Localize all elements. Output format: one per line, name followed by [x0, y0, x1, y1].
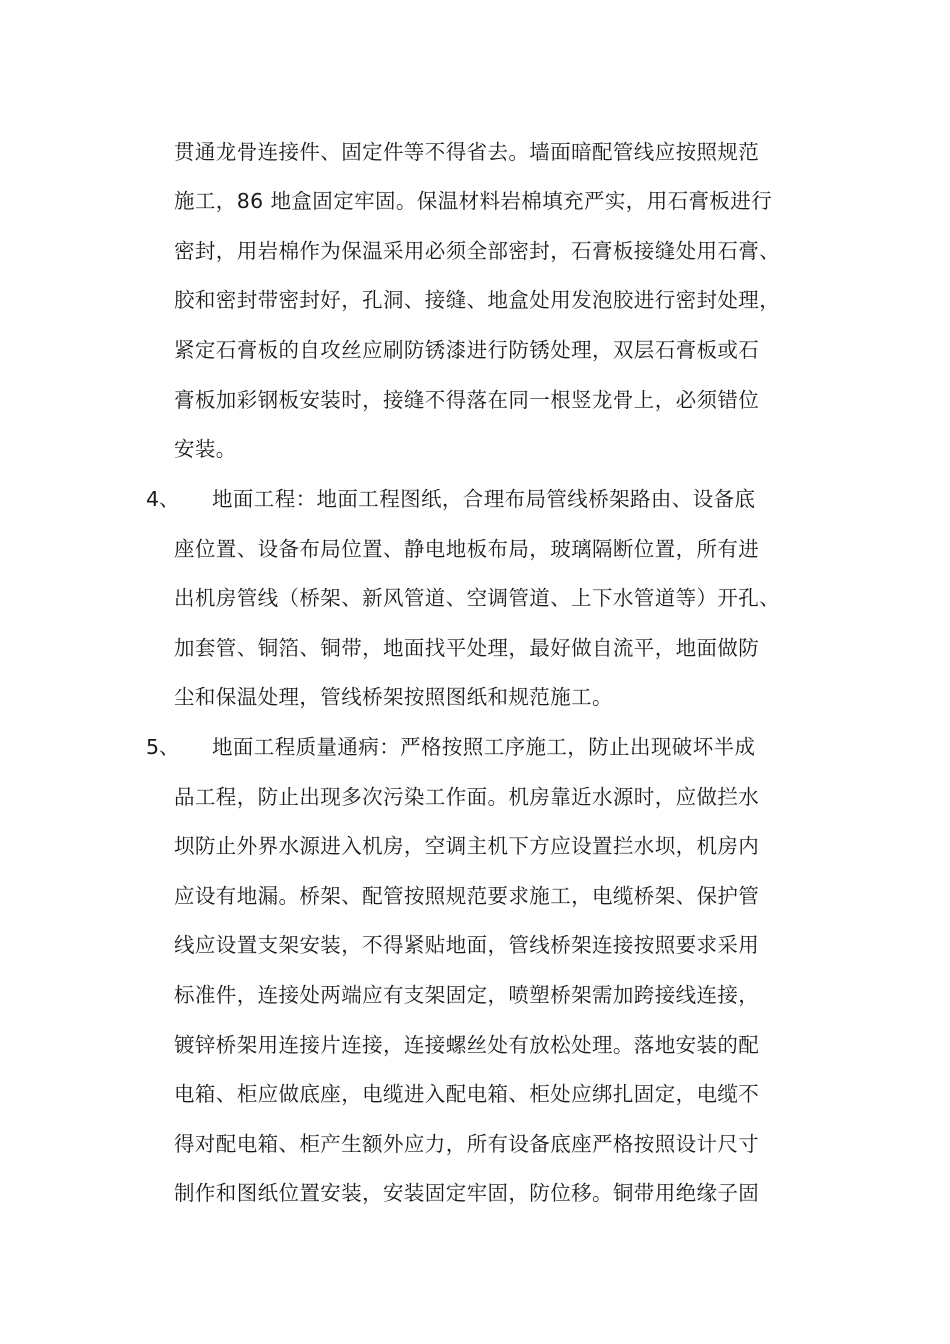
list-number: 4、	[146, 487, 180, 511]
paragraph-line: 品工程，防止出现多次污染工作面。机房靠近水源时，应做拦水	[174, 785, 760, 809]
paragraph-line: 得对配电箱、柜产生额外应力，所有设备底座严格按照设计尺寸	[174, 1132, 760, 1156]
paragraph-line: 尘和保温处理，管线桥架按照图纸和规范施工。	[174, 685, 613, 709]
paragraph-line: 电箱、柜应做底座，电缆进入配电箱、柜处应绑扎固定，电缆不	[174, 1082, 760, 1106]
paragraph-line: 施工，86 地盒固定牢固。保温材料岩棉填充严实，用石膏板进行	[174, 189, 773, 213]
paragraph-line: 贯通龙骨连接件、固定件等不得省去。墙面暗配管线应按照规范	[174, 140, 760, 164]
paragraph-line: 应设有地漏。桥架、配管按照规范要求施工，电缆桥架、保护管	[174, 884, 760, 908]
paragraph-line: 线应设置支架安装，不得紧贴地面，管线桥架连接按照要求采用	[174, 933, 760, 957]
paragraph-line: 紧定石膏板的自攻丝应刷防锈漆进行防锈处理，双层石膏板或石	[174, 338, 760, 362]
paragraph-line: 膏板加彩钢板安装时，接缝不得落在同一根竖龙骨上，必须错位	[174, 388, 760, 412]
paragraph-line: 座位置、设备布局位置、静电地板布局，玻璃隔断位置，所有进	[174, 537, 760, 561]
paragraph-line: 地面工程：地面工程图纸，合理布局管线桥架路由、设备底	[212, 487, 756, 511]
paragraph-line: 胶和密封带密封好，孔洞、接缝、地盒处用发泡胶进行密封处理，	[174, 288, 781, 312]
paragraph-line: 加套管、铜箔、铜带，地面找平处理，最好做自流平，地面做防	[174, 636, 760, 660]
paragraph-line: 标准件，连接处两端应有支架固定，喷塑桥架需加跨接线连接，	[174, 983, 760, 1007]
paragraph-line: 地面工程质量通病：严格按照工序施工，防止出现破坏半成	[212, 735, 756, 759]
paragraph-line: 出机房管线（桥架、新风管道、空调管道、上下水管道等）开孔、	[174, 586, 781, 610]
paragraph-line: 制作和图纸位置安装，安装固定牢固，防位移。铜带用绝缘子固	[174, 1181, 760, 1205]
paragraph-line: 安装。	[174, 437, 237, 461]
paragraph-line: 坝防止外界水源进入机房，空调主机下方应设置拦水坝，机房内	[174, 834, 760, 858]
list-number: 5、	[146, 735, 180, 759]
paragraph-line: 镀锌桥架用连接片连接，连接螺丝处有放松处理。落地安装的配	[174, 1033, 760, 1057]
paragraph-line: 密封，用岩棉作为保温采用必须全部密封，石膏板接缝处用石膏、	[174, 239, 781, 263]
